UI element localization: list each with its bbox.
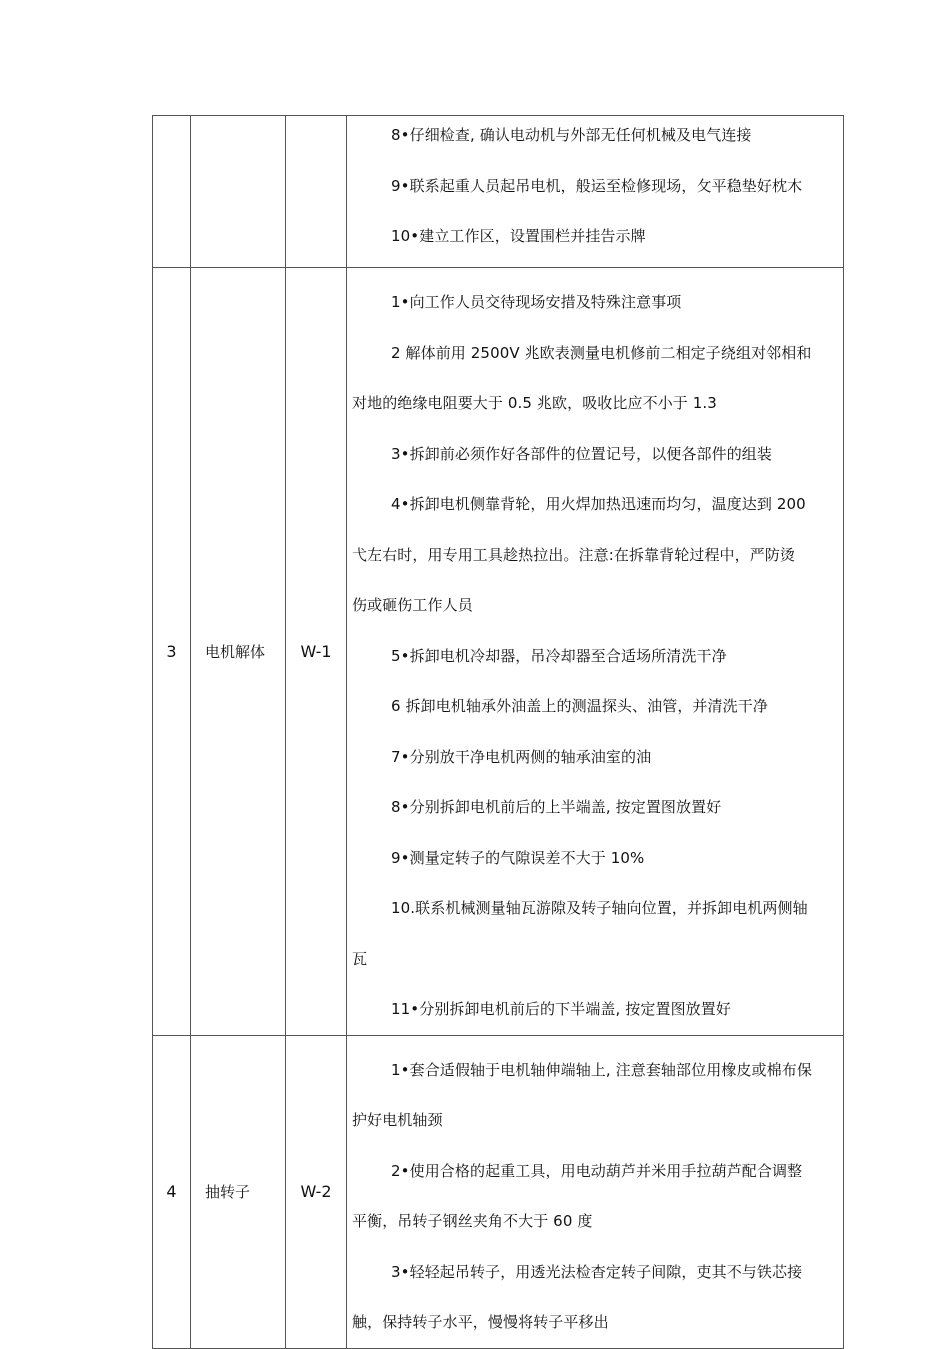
- detail-line: 8•仔细检查, 确认电动机与外部无任何机械及电气连接: [391, 126, 752, 145]
- table-row: [153, 268, 844, 1036]
- step-name: [191, 116, 286, 268]
- detail-line: 10.联系机械测量轴瓦游隙及转子轴向位置，并拆卸电机两侧轴: [391, 899, 808, 917]
- detail-line: 10•建立工作区，设置围栏并挂告示牌: [391, 227, 646, 246]
- step-code: W-1: [286, 268, 347, 1036]
- detail-line: 平衡，吊转子钢丝夹角不大于 60 度: [352, 1212, 593, 1230]
- detail-line: 护好电机轴颈: [352, 1111, 443, 1129]
- step-code: [286, 116, 347, 268]
- step-number: 3: [153, 268, 191, 1036]
- detail-line: 2•使用合格的起重工具，用电动葫芦并米用手拉葫芦配合调整: [391, 1161, 803, 1180]
- detail-line: 瓦: [352, 949, 368, 968]
- step-number: 4: [153, 1035, 191, 1348]
- step-number: [153, 116, 191, 268]
- detail-line: 1•向工作人员交待现场安措及特殊注意事项: [391, 293, 682, 311]
- step-code: W-2: [286, 1035, 347, 1348]
- detail-line: 5•拆卸电机冷却器，吊冷却器至合适场所清洗干净: [391, 646, 727, 665]
- detail-line: 2 解体前用 2500V 兆欧表测量电机修前二相定子绕组对邻相和: [391, 343, 812, 362]
- step-details: [347, 268, 844, 1036]
- detail-line: 对地的绝缘电阻要大于 0.5 兆欧，吸收比应不小于 1.3: [352, 394, 717, 412]
- detail-line: 3•轻轻起吊转子，用透光法检杳定转子间隙，吏其不与铁芯接: [391, 1262, 803, 1281]
- step-details: [347, 116, 844, 268]
- detail-line: 伤或砸伤工作人员: [352, 596, 473, 614]
- detail-line: 弋左右时，用专用工具趁热拉出。注意:在拆靠背轮过程中，严防烫: [352, 545, 796, 564]
- detail-line: 7•分别放干净电机两侧的轴承油室的油: [391, 747, 652, 766]
- detail-line: 4•拆卸电机侧靠背轮，用火焊加热迅速而均匀，温度达到 200: [391, 495, 806, 513]
- detail-line: 11•分别拆卸电机前后的下半端盖, 按定置图放置好: [391, 1000, 731, 1018]
- detail-line: 触，保持转子水平，慢慢将转子平移出: [352, 1313, 609, 1331]
- detail-line: 6 拆卸电机轴承外油盖上的测温探头、油管，并清洗干净: [391, 697, 768, 715]
- detail-line: 1•套合适假轴于电机轴伸端轴上, 注意套轴部位用橡皮或棉布保: [391, 1060, 812, 1079]
- detail-line: 9•联系起重人员起吊电机，般运至检修现场，攵平稳垫好枕木: [391, 176, 803, 195]
- detail-line: 9•测量定转子的气隙误差不大于 10%: [391, 848, 645, 867]
- detail-line: 3•拆卸前必须作好各部件的位置记号，以便各部件的组装: [391, 444, 772, 463]
- step-details: [347, 1035, 844, 1348]
- step-name: 电机解体: [191, 268, 286, 1036]
- detail-line: 8•分别拆卸电机前后的上半端盖, 按定置图放置好: [391, 798, 722, 816]
- step-name: 抽转子: [191, 1035, 286, 1348]
- table-row: [153, 116, 844, 268]
- procedure-table: [152, 115, 844, 1349]
- table-row: [153, 1035, 844, 1348]
